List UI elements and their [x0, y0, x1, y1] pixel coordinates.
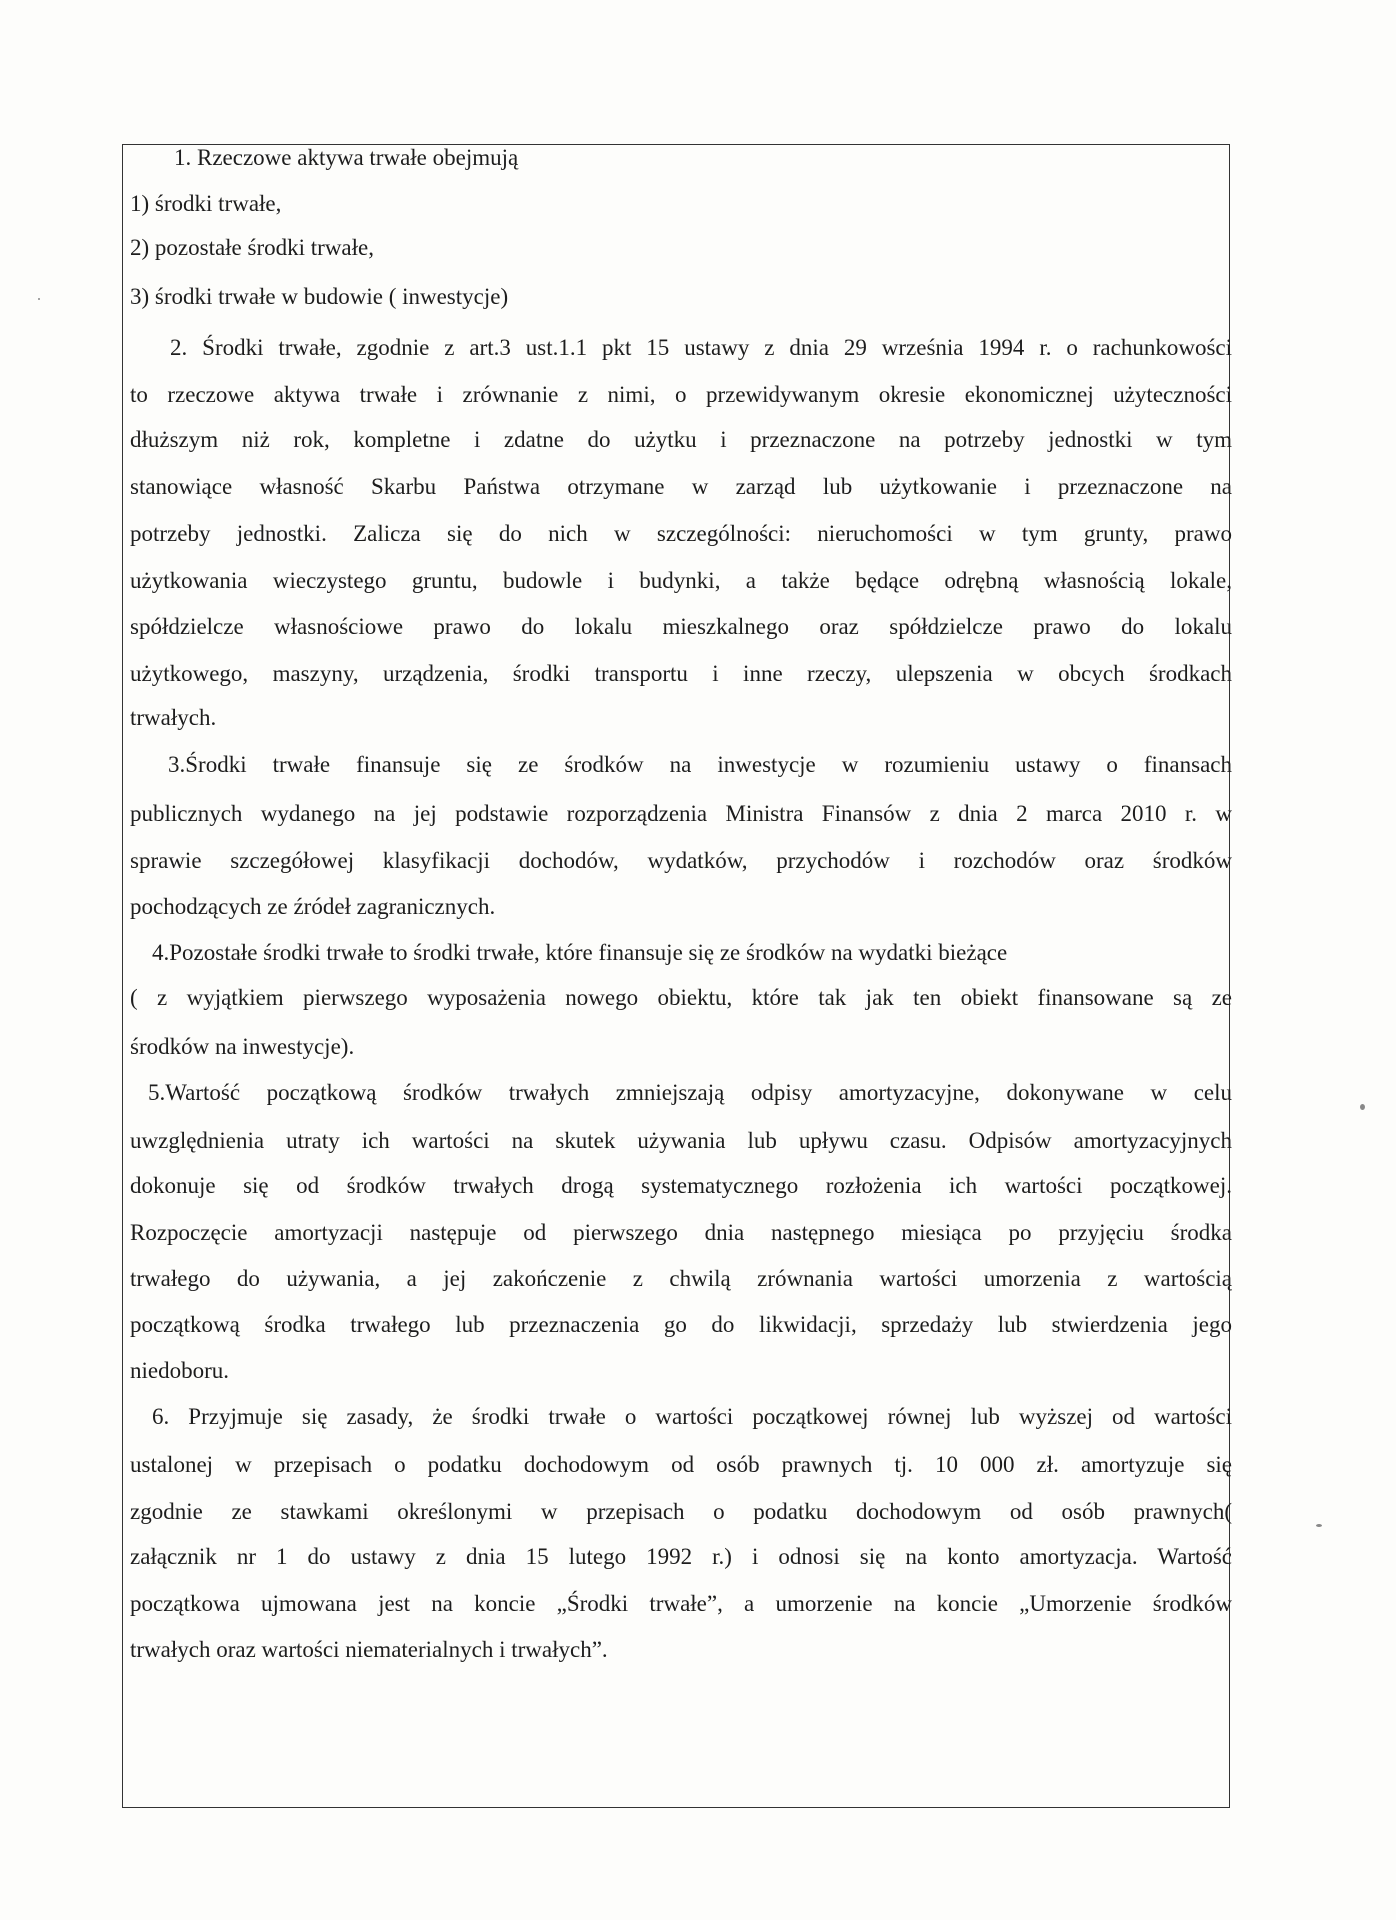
text-line: uwzględnienia utraty ich wartości na skutek używania lub upływu czasu. Odpisów amortyzacyjnych: [130, 1128, 1232, 1153]
text-line: użytkowego, maszyny, urządzenia, środki transportu i inne rzeczy, ulepszenia w obcych środkach: [130, 661, 1232, 686]
text-line: 1. Rzeczowe aktywa trwałe obejmują: [174, 145, 519, 170]
text-line: 4.Pozostałe środki trwałe to środki trwałe, które finansuje się ze środków na wydatki bieżące: [152, 940, 1008, 965]
text-line: trwałych.: [130, 705, 217, 730]
text-line: ustalonej w przepisach o podatku dochodowym od osób prawnych tj. 10 000 zł. amortyzuje się: [130, 1452, 1232, 1477]
text-line: 3) środki trwałe w budowie ( inwestycje): [130, 284, 509, 309]
text-line: to rzeczowe aktywa trwałe i zrównanie z nimi, o przewidywanym okresie ekonomicznej użyteczności: [130, 382, 1232, 407]
scan-speck: [1316, 1524, 1322, 1527]
text-line: spółdzielcze własnościowe prawo do lokalu mieszkalnego oraz spółdzielcze prawo do lokalu: [130, 614, 1232, 639]
text-line: 2) pozostałe środki trwałe,: [130, 235, 374, 260]
text-line: sprawie szczegółowej klasyfikacji dochodów, wydatków, przychodów i rozchodów oraz środków: [130, 848, 1232, 873]
text-line: zgodnie ze stawkami określonymi w przepisach o podatku dochodowym od osób prawnych(: [130, 1499, 1232, 1524]
text-line: ( z wyjątkiem pierwszego wyposażenia nowego obiektu, które tak jak ten obiekt finansowane są ze: [130, 985, 1232, 1010]
text-line: początkową środka trwałego lub przeznaczenia go do likwidacji, sprzedaży lub stwierdzenia jego: [130, 1312, 1232, 1337]
scan-speck: [1360, 1104, 1365, 1110]
text-line: pochodzących ze źródeł zagranicznych.: [130, 894, 496, 919]
text-line: stanowiące własność Skarbu Państwa otrzymane w zarząd lub użytkowanie i przeznaczone na: [130, 474, 1232, 499]
text-line: 1) środki trwałe,: [130, 191, 282, 216]
text-line: użytkowania wieczystego gruntu, budowle i budynki, a także będące odrębną własnością lokale,: [130, 568, 1232, 593]
text-line: dłuższym niż rok, kompletne i zdatne do użytku i przeznaczone na potrzeby jednostki w tym: [130, 427, 1232, 452]
text-line: dokonuje się od środków trwałych drogą systematycznego rozłożenia ich wartości początkowej.: [130, 1173, 1232, 1198]
scan-speck: [38, 298, 40, 300]
text-line: trwałych oraz wartości niematerialnych i trwałych”.: [130, 1637, 608, 1662]
text-line: 2. Środki trwałe, zgodnie z art.3 ust.1.1 pkt 15 ustawy z dnia 29 września 1994 r. o rachunkowości: [170, 335, 1232, 360]
text-line: trwałego do używania, a jej zakończenie z chwilą zrównania wartości umorzenia z wartością: [130, 1266, 1232, 1291]
text-line: publicznych wydanego na jej podstawie rozporządzenia Ministra Finansów z dnia 2 marca 2010 r. w: [130, 801, 1232, 826]
text-line: niedoboru.: [130, 1358, 230, 1383]
text-line: 3.Środki trwałe finansuje się ze środków na inwestycje w rozumieniu ustawy o finansach: [168, 752, 1232, 777]
text-line: środków na inwestycje).: [130, 1034, 355, 1059]
text-line: załącznik nr 1 do ustawy z dnia 15 lutego 1992 r.) i odnosi się na konto amortyzacja. Wartość: [130, 1544, 1232, 1569]
text-line: 5.Wartość początkową środków trwałych zmniejszają odpisy amortyzacyjne, dokonywane w celu: [148, 1080, 1232, 1105]
text-line: początkowa ujmowana jest na koncie „Środki trwałe”, a umorzenie na koncie „Umorzenie środków: [130, 1591, 1232, 1616]
text-line: potrzeby jednostki. Zalicza się do nich w szczególności: nieruchomości w tym grunty, prawo: [130, 521, 1232, 546]
text-line: 6. Przyjmuje się zasady, że środki trwałe o wartości początkowej równej lub wyższej od wartości: [152, 1404, 1232, 1429]
text-line: Rozpoczęcie amortyzacji następuje od pierwszego dnia następnego miesiąca po przyjęciu środka: [130, 1220, 1232, 1245]
